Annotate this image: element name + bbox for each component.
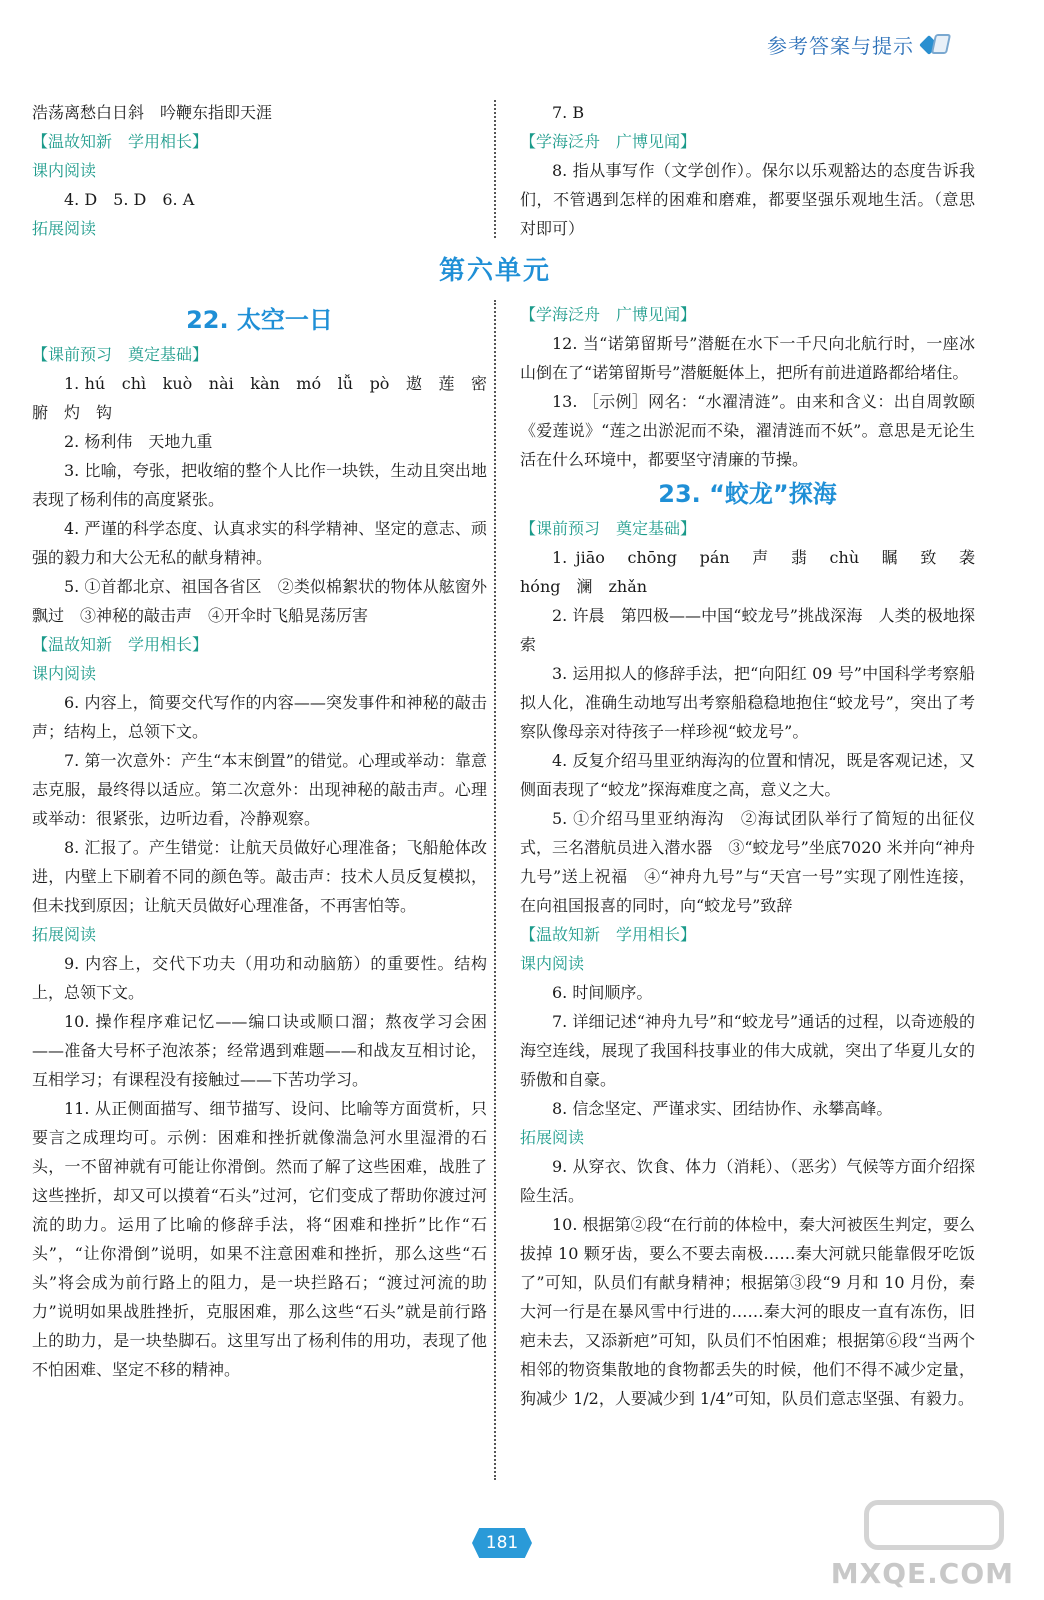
section-tag: 【温故知新 学用相长】 bbox=[32, 635, 209, 654]
answer-5: 5. ①介绍马里亚纳海沟 ②海试团队举行了简短的出征仪式，三名潜航员进入潜水器 ③“蛟龙号”坐底7020 米并向“神舟九号”送上祝福 ④“神舟九号”与“天宫一号”实现了刚性连接，在向祖国报喜的同时，向“蛟龙号”致辞 bbox=[520, 809, 975, 915]
page-number-text: 181 bbox=[485, 1533, 519, 1553]
lesson-title: 23. “蛟龙”探海 bbox=[658, 480, 837, 508]
top-right-section bbox=[520, 98, 975, 243]
answer-3: 3. 比喻，夸张，把收缩的整个人比作一块铁，生动且突出地表现了杨利伟的高度紧张。 bbox=[32, 461, 487, 509]
section-tag: 【课前预习 奠定基础】 bbox=[32, 345, 209, 364]
answer-6: 6. 时间顺序。 bbox=[552, 983, 653, 1002]
lesson-22 bbox=[32, 300, 504, 1384]
answer-5: 5. ①首都北京、祖国各省区 ②类似棉絮状的物体从舷窗外飘过 ③神秘的敲击声 ④开伞时飞船晃荡厉害 bbox=[32, 577, 487, 625]
poem-line: 浩荡离愁白日斜 吟鞭东指即天涯 bbox=[32, 103, 273, 122]
answer-7: 7. 第一次意外：产生“本末倒置”的错觉。心理或举动：靠意志克服，最终得以适应。第二次意外：出现神秘的敲击声。心理或举动：很紧张，边听边看，冷静观察。 bbox=[32, 751, 487, 828]
top-left-section bbox=[32, 98, 487, 243]
answer-2: 2. 许晨 第四极——中国“蛟龙号”挑战深海 人类的极地探索 bbox=[520, 606, 975, 654]
section-tag: 【课前预习 奠定基础】 bbox=[520, 519, 697, 538]
page-header bbox=[767, 30, 952, 59]
right-main-column bbox=[520, 300, 992, 1413]
answer-12: 12. 当“诺第留斯号”潜艇在水下一千尺向北航行时，一座冰山倒在了“诺第留斯号”潜艇艇体上，把所有前进道路都给堵住。 bbox=[520, 334, 975, 382]
answer-4: 4. 严谨的科学态度、认真求实的科学精神、坚定的意志、顽强的毅力和大公无私的献身精神。 bbox=[32, 519, 487, 567]
subsection-tag: 拓展阅读 bbox=[32, 219, 97, 238]
answer-13: 13. ［示例］网名：“水濯清涟”。由来和含义：出自周敦颐《爱莲说》“莲之出淤泥而不染，濯清涟而不妖”。意思是无论生活在什么环境中，都要坚守清廉的节操。 bbox=[520, 392, 975, 469]
column-divider-top bbox=[494, 100, 496, 238]
watermark bbox=[830, 1500, 1014, 1590]
answer-1: 1. jiāo chōng pán 声 翡 chù 瞩 致 袭 hóng 澜 zhǎn bbox=[520, 548, 992, 596]
answer-11: 11. 从正侧面描写、细节描写、设问、比喻等方面赏析，只要言之成理均可。示例：困难和挫折就像湍急河水里湿滑的石头，一不留神就有可能让你滑倒。然而了解了这些困难，战胜了这些挫折，却又可以摸着“石头”过河，它们变成了帮助你渡过河流的助力。运用了比喻的修辞手法，将“困难和挫折”比作“石头”，“让你滑倒”说明，如果不注意困难和挫折，那么这些“石头”将会成为前行路上的阻力，是一块拦路石；“渡过河流的助力”说明如果战胜挫折，克服困难，那么这些“石头”就是前行路上的助力，是一块垫脚石。这里写出了杨利伟的用功，表现了他不怕困难、坚定不移的精神。 bbox=[32, 1099, 487, 1379]
subsection-tag: 拓展阅读 bbox=[32, 925, 97, 944]
section-tag: 【温故知新 学用相长】 bbox=[32, 132, 209, 151]
lesson-title: 22. 太空一日 bbox=[186, 306, 333, 334]
section-tag: 【温故知新 学用相长】 bbox=[520, 925, 697, 944]
subsection-tag: 拓展阅读 bbox=[520, 1128, 585, 1147]
unit-title: 第六单元 bbox=[438, 256, 551, 286]
page-number bbox=[472, 1528, 532, 1558]
answer-9: 9. 内容上，交代下功夫（用功和动脑筋）的重要性。结构上，总领下文。 bbox=[32, 954, 487, 1002]
watermark-logo-icon bbox=[864, 1500, 1004, 1550]
answer-8: 8. 汇报了。产生错觉：让航天员做好心理准备；飞船舱体改进，内壁上下刷着不同的颜色等。敲击声：技术人员反复模拟，但未找到原因；让航天员做好心理准备，不再害怕等。 bbox=[32, 838, 487, 915]
subsection-tag: 课内阅读 bbox=[32, 161, 97, 180]
answer-6: 6. 内容上，简要交代写作的内容——突发事件和神秘的敲击声；结构上，总领下文。 bbox=[32, 693, 487, 741]
answer-8: 8. 信念坚定、严谨求实、团结协作、永攀高峰。 bbox=[552, 1099, 893, 1118]
subsection-tag: 课内阅读 bbox=[520, 954, 585, 973]
section-tag: 【学海泛舟 广博见闻】 bbox=[520, 305, 697, 324]
book-icon bbox=[922, 32, 952, 58]
answer-8: 8. 指从事写作（文学创作）。保尔以乐观豁达的态度告诉我们，不管遇到怎样的困难和磨难，都要坚强乐观地生活。（意思对即可） bbox=[520, 161, 975, 238]
answer-line: 4. D 5. D 6. A bbox=[64, 190, 195, 209]
answer-9: 9. 从穿衣、饮食、体力（消耗）、（恶劣）气候等方面介绍探险生活。 bbox=[520, 1157, 975, 1205]
answer-1: 1. hú chì kuò nài kàn mó lǚ pò 遨 莲 密 腑 灼 钩 bbox=[32, 374, 504, 422]
answer-7: 7. 详细记述“神舟九号”和“蛟龙号”通话的过程，以奇迹般的海空连线，展现了我国科技事业的伟大成就，突出了华夏儿女的骄傲和自豪。 bbox=[520, 1012, 975, 1089]
answer-10: 10. 根据第②段“在行前的体检中，秦大河被医生判定，要么拔掉 10 颗牙齿，要么不要去南极……秦大河就只能靠假牙吃饭了”可知，队员们有献身精神；根据第③段“9 月和 10 月份，秦大河一行是在暴风雪中行进的……秦大河的眼皮一直有冻伤，旧疤未去，又添新疤”可知，队员们不怕困难；根据第⑥段“当两个相邻的物资集散地的食物都丢失的时候，他们不得不减少定量，狗减少 1/2，人要减少到 1/4”可知，队员们意志坚强、有毅力。 bbox=[520, 1215, 975, 1408]
subsection-tag: 课内阅读 bbox=[32, 664, 97, 683]
watermark-text: MXQE.COM bbox=[830, 1557, 1014, 1590]
answer-10: 10. 操作程序难记忆——编口诀或顺口溜；熬夜学习会困——准备大号杯子泡浓茶；经常遇到难题——和战友互相讨论，互相学习；有课程没有接触过——下苦功学习。 bbox=[32, 1012, 487, 1089]
answer-2: 2. 杨利伟 天地九重 bbox=[64, 432, 213, 451]
answer-7: 7. B bbox=[552, 103, 585, 122]
column-divider-main bbox=[494, 300, 496, 1480]
section-tag: 【学海泛舟 广博见闻】 bbox=[520, 132, 697, 151]
answer-4: 4. 反复介绍马里亚纳海沟的位置和情况，既是客观记述，又侧面表现了“蛟龙”探海难度之高，意义之大。 bbox=[520, 751, 975, 799]
header-title: 参考答案与提示 bbox=[767, 34, 914, 58]
answer-3: 3. 运用拟人的修辞手法，把“向阳红 09 号”中国科学考察船拟人化，准确生动地写出考察船稳稳地抱住“蛟龙号”，突出了考察队像母亲对待孩子一样珍视“蛟龙号”。 bbox=[520, 664, 975, 741]
